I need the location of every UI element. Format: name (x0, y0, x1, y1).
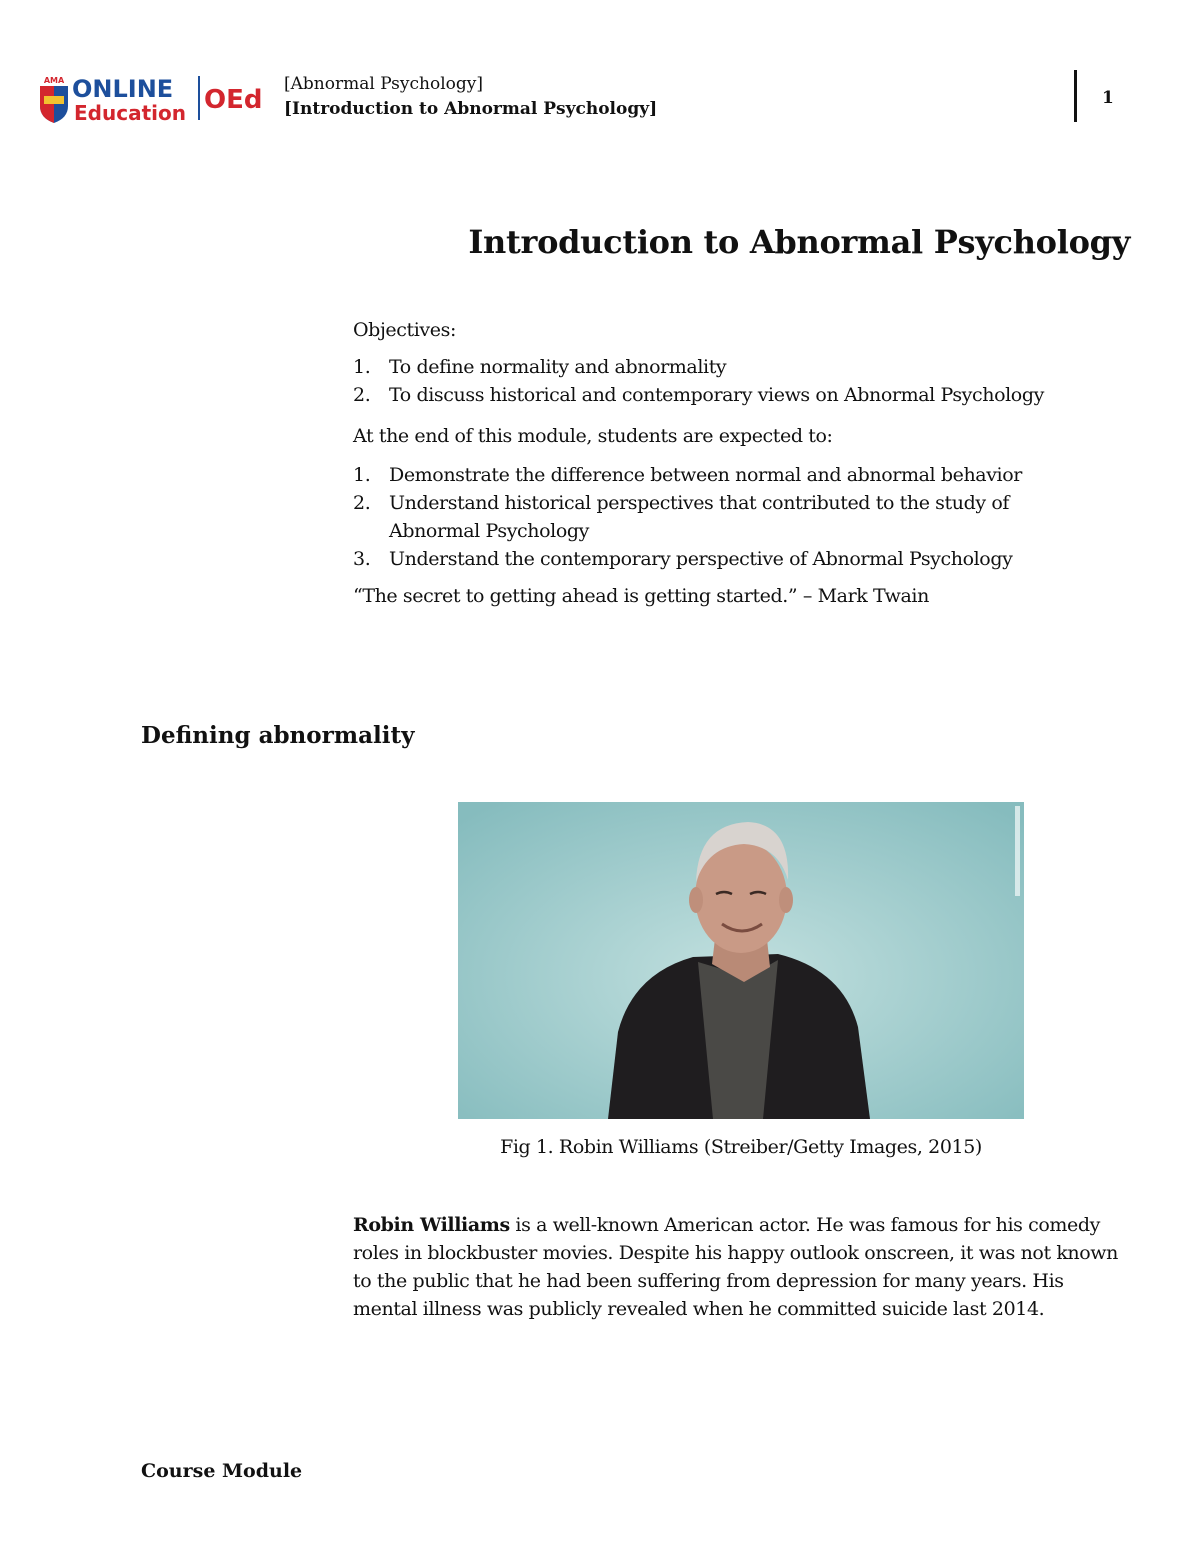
list-item: 2. Understand historical perspectives that contributed to the study of Abnormal Psychology (353, 492, 1010, 542)
header-course: [Abnormal Psychology] (284, 74, 484, 94)
figure-caption: Fig 1. Robin Williams (Streiber/Getty Images, 2015) (500, 1136, 982, 1158)
quote: “The secret to getting ahead is getting started.” – Mark Twain (353, 585, 929, 607)
logo-online-text: ONLINE (72, 75, 174, 103)
svg-text:AMA: AMA (43, 76, 65, 85)
footer-course-module: Course Module (141, 1460, 303, 1482)
list-item: 1. Demonstrate the difference between normal and abnormal behavior (353, 464, 1022, 486)
section-heading: Defining abnormality (141, 722, 415, 749)
shield-crest-icon (40, 76, 68, 123)
expectations-label: At the end of this module, students are expected to: (353, 425, 833, 447)
bio-text: is a well-known American actor. He was famous for his comedy roles in blockbuster movies. Despite his happy outlook onscreen, it was not known to the public that he had been suffering from depression for many years. His mental illness was publicly revealed when he committed suicide last 2014. (353, 1214, 1119, 1320)
objectives-list (353, 353, 1113, 409)
logo-education-text: Education (74, 101, 186, 124)
expectations-list (353, 461, 1113, 573)
bio-name: Robin Williams (353, 1214, 510, 1236)
logo-oed-text: OEd (204, 85, 263, 115)
bio-paragraph (353, 1211, 1123, 1323)
list-item: 2. To discuss historical and contemporary views on Abnormal Psychology (353, 384, 1044, 406)
online-education-logo (38, 72, 272, 124)
objectives-label: Objectives: (353, 319, 456, 341)
page-title: Introduction to Abnormal Psychology (468, 223, 1130, 261)
page-number: 1 (1102, 88, 1114, 108)
robin-williams-photo (458, 802, 1024, 1119)
list-item: 3. Understand the contemporary perspective of Abnormal Psychology (353, 548, 1013, 570)
header-topic: [Introduction to Abnormal Psychology] (284, 99, 658, 119)
list-item: 1. To define normality and abnormality (353, 356, 727, 378)
header-divider (1074, 70, 1077, 122)
